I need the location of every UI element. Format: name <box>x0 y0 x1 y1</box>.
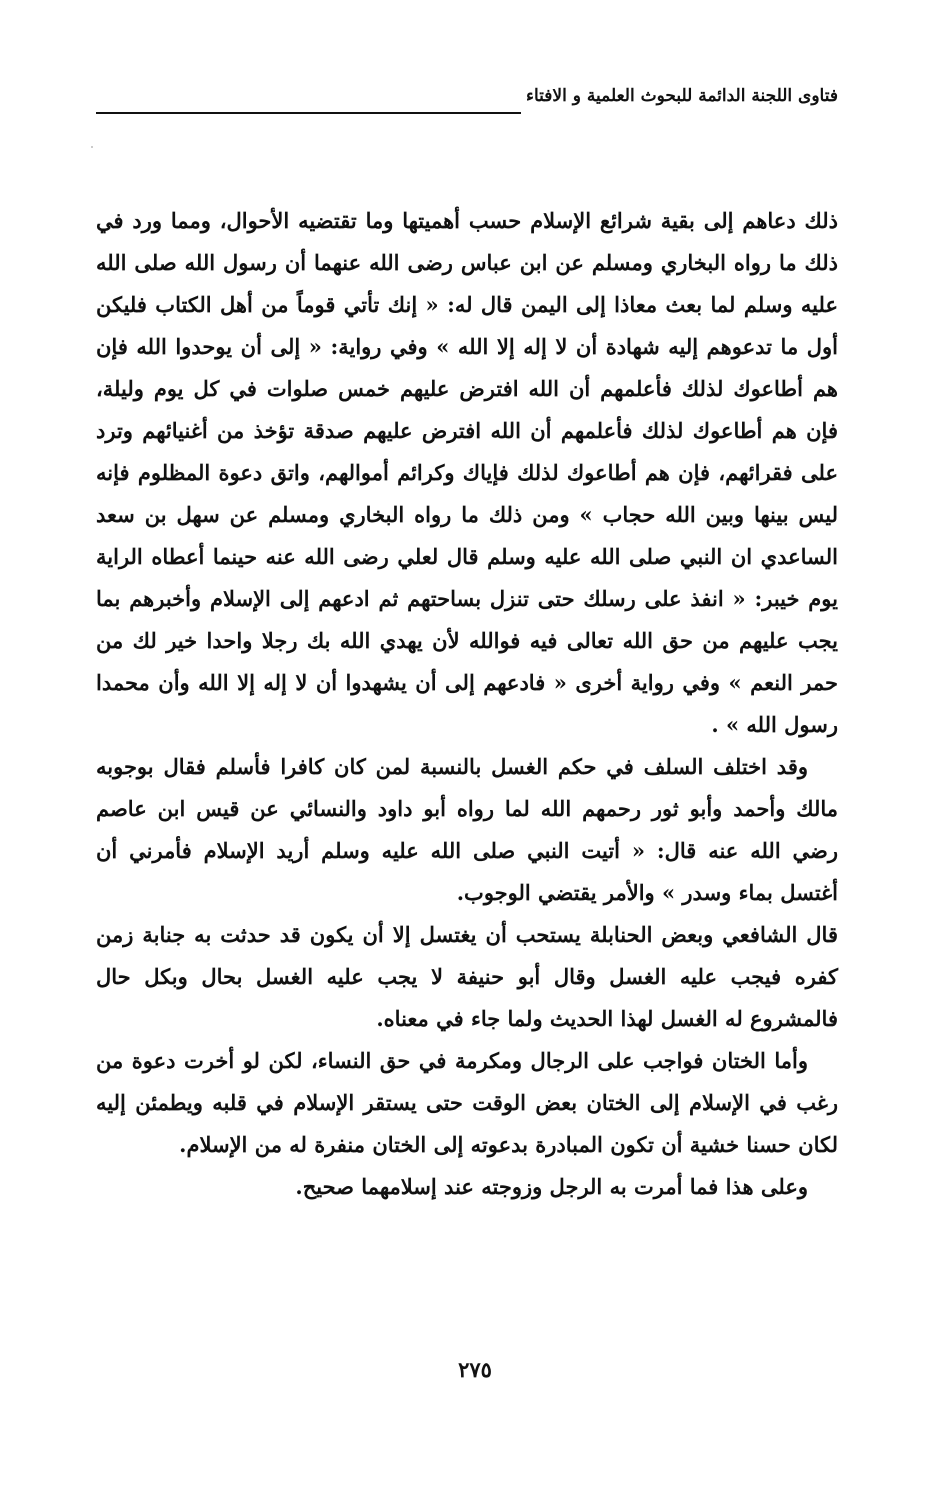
running-title: فتاوى اللجنة الدائمة للبحوث العلمية و الافتاء <box>526 86 838 106</box>
paragraph-3: قال الشافعي وبعض الحنابلة يستحب أن يغتسل إلا أن يكون قد حدثت به جنابة زمن كفره فيجب عليه الغسل وقال أبو حنيفة لا يجب عليه الغسل بحال وبكل حال فالمشروع له الغسل لهذا الحديث ولما جاء في معناه. <box>96 922 838 1031</box>
running-header <box>96 82 838 122</box>
paragraph-1: ذلك دعاهم إلى بقية شرائع الإسلام حسب أهميتها وما تقتضيه الأحوال، ومما ورد في ذلك ما رواه البخاري ومسلم عن ابن عباس رضى الله عنهما أن رسول الله صلى الله عليه وسلم لما بعث معاذا إلى اليمن قال له: « إنك تأتي قوماً من أهل الكتاب فليكن أول ما تدعوهم إليه شهادة أن لا إله إلا الله » وفي رواية: « إلى أن يوحدوا الله فإن هم أطاعوك لذلك فأعلمهم أن الله افترض عليهم خمس صلوات في كل يوم وليلة، فإن هم أطاعوك لذلك فأعلمهم أن الله افترض عليهم صدقة تؤخذ من أغنيائهم وترد على فقرائهم، فإن هم أطاعوك لذلك فإياك وكرائم أموالهم، واتق دعوة المظلوم فإنه ليس بينها وبين الله حجاب » ومن ذلك ما رواه البخاري ومسلم عن سهل بن سعد الساعدي ان النبي صلى الله عليه وسلم قال لعلي رضى الله عنه حينما أعطاه الراية يوم خيبر: « انفذ على رسلك حتى تنزل بساحتهم ثم ادعهم إلى الإسلام وأخبرهم بما يجب عليهم من حق الله تعالى فيه فوالله لأن يهدي الله بك رجلا واحدا خير لك من حمر النعم » وفي رواية أخرى « فادعهم إلى أن يشهدوا أن لا إله إلا الله وأن محمدا رسول الله » . <box>96 208 838 737</box>
page-number: ٢٧٥ <box>458 1357 492 1382</box>
paragraph-2: وقد اختلف السلف في حكم الغسل بالنسبة لمن كان كافرا فأسلم فقال بوجوبه مالك وأحمد وأبو ثور رحمهم الله لما رواه أبو داود والنسائي عن قيس ابن عاصم رضي الله عنه قال: « أتيت النبي صلى الله عليه وسلم أريد الإسلام فأمرني أن أغتسل بماء وسدر » والأمر يقتضي الوجوب. <box>96 754 838 905</box>
body-text <box>96 200 838 1208</box>
paragraph-5: وعلى هذا فما أمرت به الرجل وزوجته عند إسلامهما صحيح. <box>295 1174 808 1199</box>
paragraph-4: وأما الختان فواجب على الرجال ومكرمة في حق النساء، لكن لو أخرت دعوة من رغب في الإسلام إلى الختان بعض الوقت حتى يستقر الإسلام في قلبه ويطمئن إليه لكان حسنا خشية أن تكون المبادرة بدعوته إلى الختان منفرة له من الإسلام. <box>96 1048 838 1157</box>
header-rule <box>96 112 521 114</box>
scan-speck <box>91 146 93 148</box>
